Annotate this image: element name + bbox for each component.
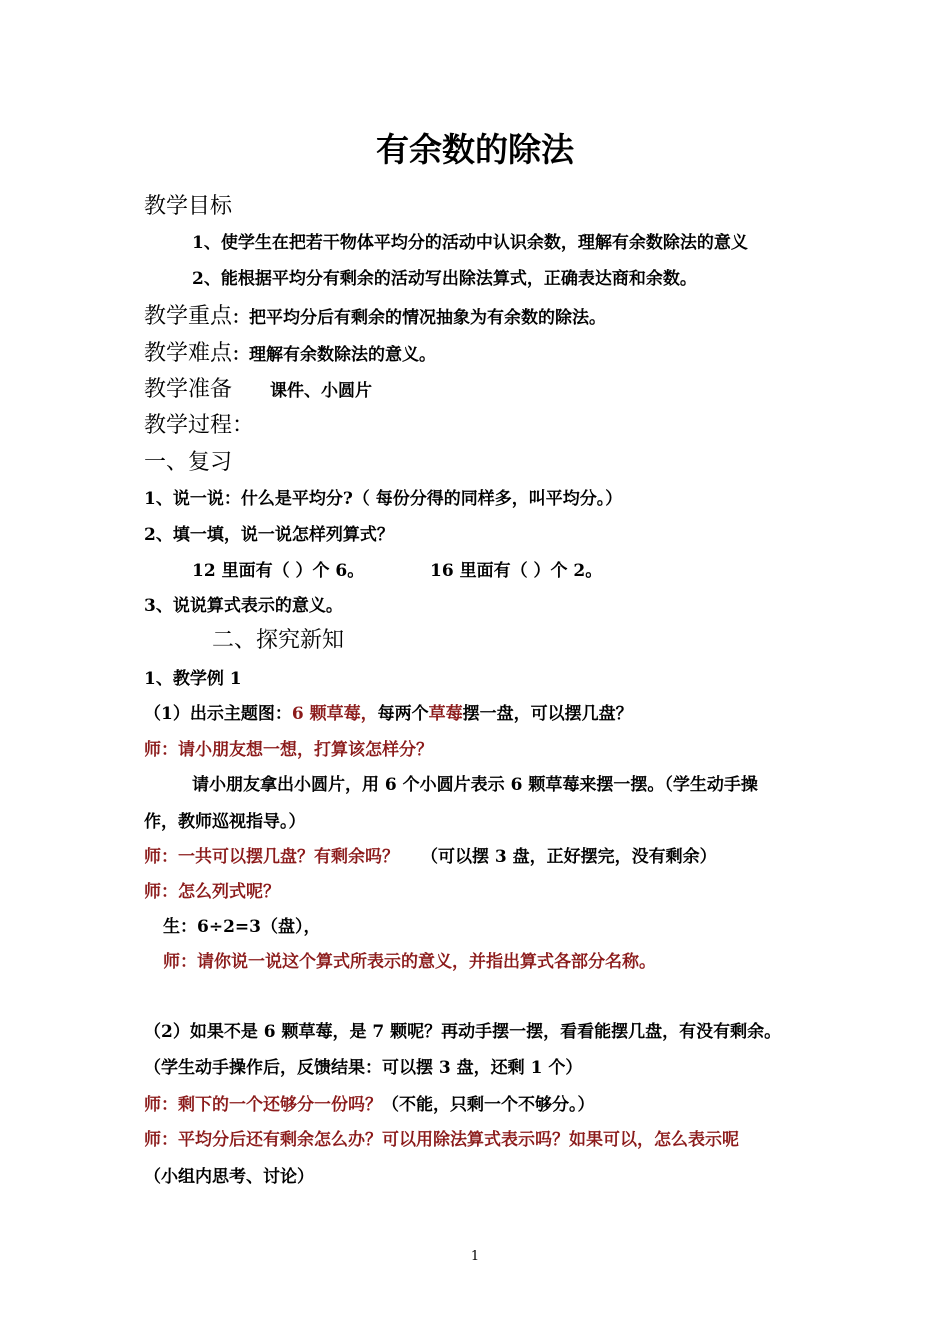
objective-2: 2、能根据平均分有剩余的活动写出除法算式，正确表达商和余数。 — [192, 269, 697, 289]
teacher-line-2 — [144, 845, 717, 869]
process-heading: 教学过程： — [144, 413, 255, 438]
preparation-label: 教学准备 — [144, 377, 233, 402]
example-1-question: 摆一盘，可以摆几盘？ — [462, 704, 633, 724]
preparation-text: 课件、小圆片 — [270, 381, 373, 401]
teacher-line-6: 师：平均分后还有剩余怎么办？可以用除法算式表示吗？如果可以，怎么表示呢 — [144, 1130, 739, 1150]
difficulty-label: 教学难点 — [144, 341, 233, 366]
teacher-line-1: 师：请小朋友想一想，打算该怎样分？ — [144, 740, 433, 760]
example-1-prompt — [144, 702, 633, 726]
teacher-line-3: 师：怎么列式呢？ — [144, 882, 280, 902]
example-1-strawberry-word: 草莓 — [428, 704, 463, 724]
key-point-label: 教学重点 — [144, 304, 233, 329]
difficulty-line — [144, 339, 436, 369]
teacher-line-5 — [144, 1093, 595, 1117]
explore-heading: 二、探究新知 — [212, 628, 345, 653]
review-item-2b: 16 里面有（ ）个 2。 — [430, 561, 603, 581]
review-item-1: 1、说一说：什么是平均分?（ 每份分得的同样多，叫平均分。） — [144, 489, 623, 509]
teacher-question-2: 师：一共可以摆几盘？有剩余吗？ — [144, 847, 399, 867]
page-title: 有余数的除法 — [376, 130, 574, 169]
difficulty-text: ：理解有余数除法的意义。 — [232, 345, 437, 365]
objective-1: 1、使学生在把若干物体平均分的活动中认识余数，理解有余数除法的意义 — [192, 233, 748, 253]
review-item-2a: 12 里面有（ ）个 6。 — [192, 561, 365, 581]
example-1-each: 每两个 — [377, 704, 429, 724]
activity-paragraph-line-2: 作，教师巡视指导。） — [144, 812, 306, 832]
page-number: 1 — [470, 1249, 480, 1264]
key-point-text: ：把平均分后有剩余的情况抽象为有余数的除法。 — [232, 308, 607, 328]
teacher-answer-2: （可以摆 3 盘，正好摆完，没有剩余） — [421, 847, 717, 867]
teacher-answer-5: （不能，只剩一个不够分。） — [382, 1095, 595, 1115]
review-item-2: 2、填一填，说一说怎样列算式？ — [144, 525, 394, 545]
part-2-paragraph: （2）如果不是 6 颗草莓，是 7 颗呢？再动手摆一摆，看看能摆几盘，有没有剩余。 — [144, 1022, 782, 1042]
example-1-prefix: （1）出示主题图： — [144, 704, 292, 724]
activity-paragraph-line-1: 请小朋友拿出小圆片，用 6 个小圆片表示 6 颗草莓来摆一摆。（学生动手操 — [192, 775, 758, 795]
feedback-line: （学生动手操作后，反馈结果：可以摆 3 盘，还剩 1 个） — [144, 1058, 583, 1078]
example-heading: 1、教学例 1 — [144, 669, 242, 689]
objectives-heading: 教学目标 — [144, 194, 233, 219]
student-line-1: 生：6÷2=3（盘）， — [163, 917, 321, 937]
key-point-line — [144, 302, 606, 332]
group-discussion-line: （小组内思考、讨论） — [144, 1167, 314, 1187]
teacher-line-4: 师：请你说一说这个算式所表示的意义，并指出算式各部分名称。 — [163, 952, 656, 972]
review-item-3: 3、说说算式表示的意义。 — [144, 596, 343, 616]
example-1-strawberries: 6 颗草莓， — [291, 704, 378, 724]
preparation-line — [144, 375, 372, 405]
teacher-question-5: 师：剩下的一个还够分一份吗？ — [144, 1095, 382, 1115]
review-heading: 一、复习 — [144, 450, 233, 475]
